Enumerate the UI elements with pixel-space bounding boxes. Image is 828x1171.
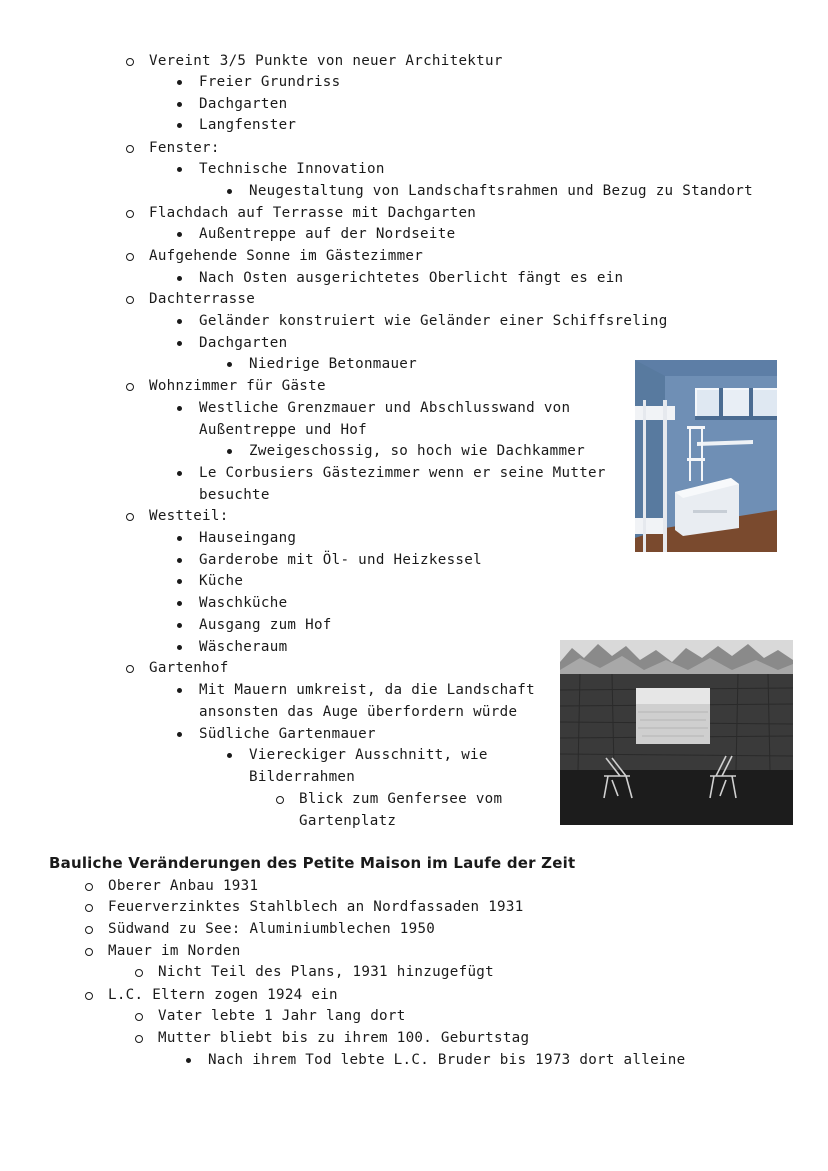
circle-bullet-icon <box>125 658 137 678</box>
bullet-icon <box>175 593 187 613</box>
list-item: Mauer im Norden <box>84 941 241 961</box>
list-item: Waschküche <box>175 593 287 613</box>
bullet-icon <box>175 528 187 548</box>
section-heading: Bauliche Veränderungen des Petite Maison im Laufe der Zeit <box>49 854 576 872</box>
circle-bullet-icon <box>84 941 96 961</box>
list-item: Vater lebte 1 Jahr lang dort <box>134 1006 406 1026</box>
circle-bullet-icon <box>134 1006 146 1026</box>
list-item: Nach Osten ausgerichtetes Oberlicht fängt es ein <box>175 268 623 288</box>
bullet-icon <box>175 615 187 635</box>
circle-bullet-icon <box>125 138 137 158</box>
list-item: Wäscheraum <box>175 637 287 657</box>
list-item: Gartenhof <box>125 658 229 678</box>
bullet-icon <box>225 354 237 374</box>
list-item-continuation: Außentreppe und Hof <box>199 422 367 438</box>
list-item: Niedrige Betonmauer <box>225 354 417 374</box>
list-item-continuation: besuchte <box>199 487 270 503</box>
list-item: Technische Innovation <box>175 159 385 179</box>
bullet-icon <box>175 333 187 353</box>
list-item: Dachterrasse <box>125 289 255 309</box>
list-item: Langfenster <box>175 115 296 135</box>
circle-bullet-icon <box>84 985 96 1005</box>
list-item: Hauseingang <box>175 528 296 548</box>
list-item: Blick zum Genfersee vom <box>275 789 502 809</box>
bullet-icon <box>175 94 187 114</box>
bullet-icon <box>175 550 187 570</box>
list-item: Geländer konstruiert wie Geländer einer Schiffsreling <box>175 311 668 331</box>
circle-bullet-icon <box>84 919 96 939</box>
bullet-icon <box>175 268 187 288</box>
circle-bullet-icon <box>125 376 137 396</box>
list-item: Zweigeschossig, so hoch wie Dachkammer <box>225 441 585 461</box>
list-item: Nicht Teil des Plans, 1931 hinzugefügt <box>134 962 494 982</box>
bullet-icon <box>184 1050 196 1070</box>
bullet-icon <box>175 463 187 483</box>
circle-bullet-icon <box>84 897 96 917</box>
bullet-icon <box>175 398 187 418</box>
list-item: Oberer Anbau 1931 <box>84 876 258 896</box>
bullet-icon <box>175 571 187 591</box>
list-item-continuation: ansonsten das Auge überfordern würde <box>199 704 518 720</box>
list-item: L.C. Eltern zogen 1924 ein <box>84 985 338 1005</box>
bullet-icon <box>175 224 187 244</box>
list-item: Nach ihrem Tod lebte L.C. Bruder bis 1973 dort alleine <box>184 1050 685 1070</box>
bullet-icon <box>175 724 187 744</box>
guest-room-illustration <box>635 360 777 552</box>
list-item: Mit Mauern umkreist, da die Landschaft <box>175 680 535 700</box>
list-item: Südliche Gartenmauer <box>175 724 376 744</box>
list-item: Vereint 3/5 Punkte von neuer Architektur <box>125 51 503 71</box>
list-item-continuation: Gartenplatz <box>299 813 397 829</box>
bullet-icon <box>225 181 237 201</box>
circle-bullet-icon <box>275 789 287 809</box>
list-item: Wohnzimmer für Gäste <box>125 376 326 396</box>
list-item: Freier Grundriss <box>175 72 340 92</box>
list-item: Dachgarten <box>175 94 287 114</box>
list-item: Neugestaltung von Landschaftsrahmen und Bezug zu Standort <box>225 181 753 201</box>
garden-wall-photo <box>560 640 793 825</box>
bullet-icon <box>175 311 187 331</box>
bullet-icon <box>225 745 237 765</box>
guest-room-photo <box>635 360 777 552</box>
list-item: Fenster: <box>125 138 220 158</box>
list-item: Flachdach auf Terrasse mit Dachgarten <box>125 203 476 223</box>
list-item: Ausgang zum Hof <box>175 615 332 635</box>
bullet-icon <box>175 72 187 92</box>
circle-bullet-icon <box>134 962 146 982</box>
circle-bullet-icon <box>125 289 137 309</box>
bullet-icon <box>175 680 187 700</box>
circle-bullet-icon <box>125 246 137 266</box>
bullet-icon <box>175 637 187 657</box>
garden-wall-illustration <box>560 640 793 825</box>
bullet-icon <box>175 159 187 179</box>
list-item: Aufgehende Sonne im Gästezimmer <box>125 246 423 266</box>
list-item: Südwand zu See: Aluminiumblechen 1950 <box>84 919 435 939</box>
list-item: Außentreppe auf der Nordseite <box>175 224 455 244</box>
list-item: Garderobe mit Öl- und Heizkessel <box>175 550 482 570</box>
list-item: Küche <box>175 571 243 591</box>
circle-bullet-icon <box>125 51 137 71</box>
circle-bullet-icon <box>134 1028 146 1048</box>
circle-bullet-icon <box>84 876 96 896</box>
bullet-icon <box>175 115 187 135</box>
bullet-icon <box>225 441 237 461</box>
list-item: Feuerverzinktes Stahlblech an Nordfassaden 1931 <box>84 897 524 917</box>
circle-bullet-icon <box>125 203 137 223</box>
circle-bullet-icon <box>125 506 137 526</box>
list-item: Westteil: <box>125 506 229 526</box>
list-item-continuation: Bilderrahmen <box>249 769 356 785</box>
list-item: Le Corbusiers Gästezimmer wenn er seine Mutter <box>175 463 606 483</box>
list-item: Mutter bliebt bis zu ihrem 100. Geburtstag <box>134 1028 529 1048</box>
list-item: Dachgarten <box>175 333 287 353</box>
list-item: Viereckiger Ausschnitt, wie <box>225 745 488 765</box>
list-item: Westliche Grenzmauer und Abschlusswand von <box>175 398 570 418</box>
